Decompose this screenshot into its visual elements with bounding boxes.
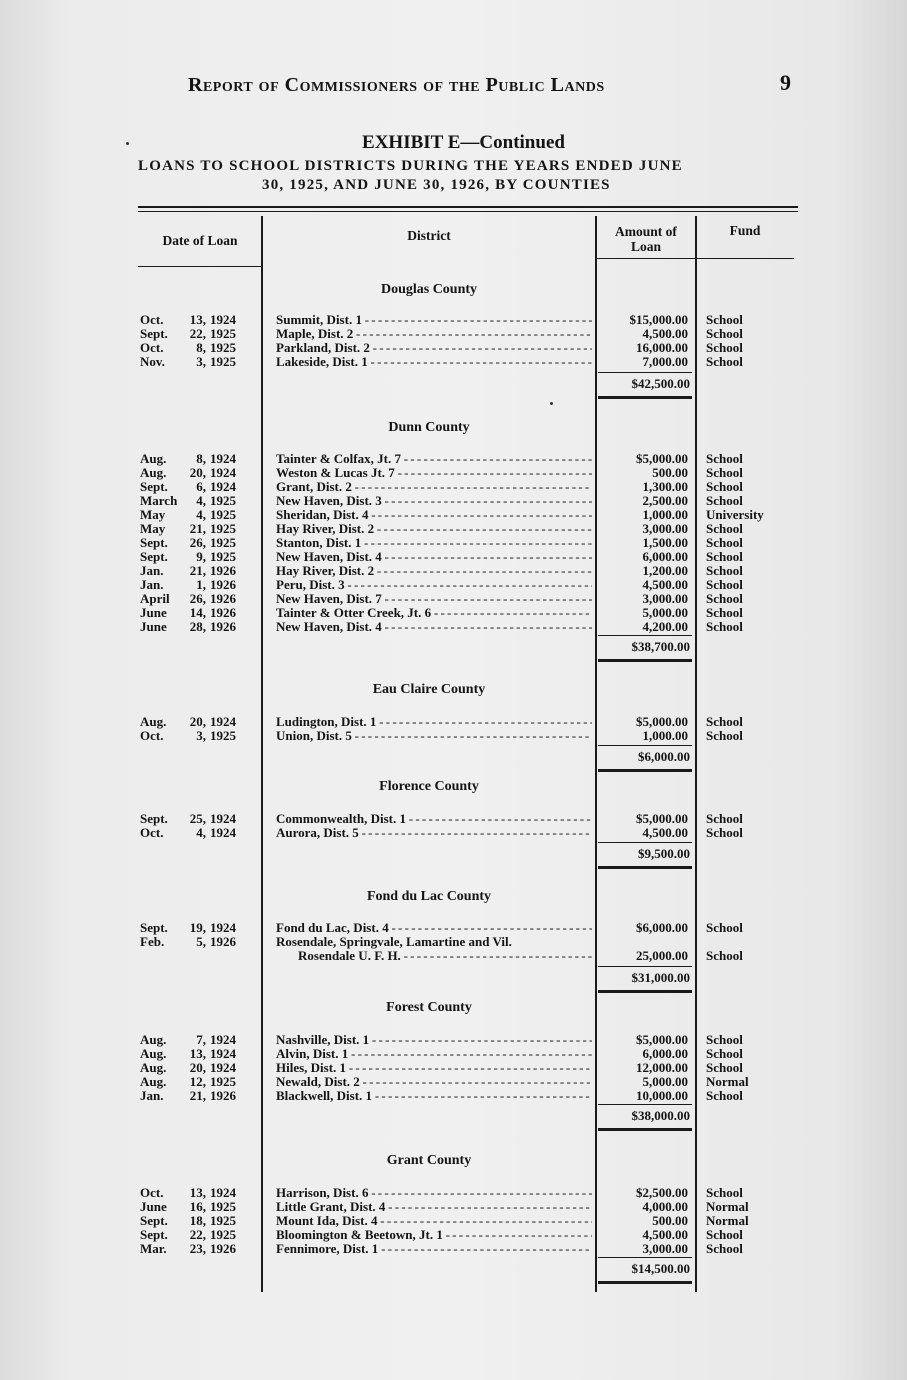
loan-day: 8, (196, 340, 206, 355)
loan-day: 22, (189, 326, 206, 341)
loan-amount: $2,500.00 (636, 1185, 688, 1200)
table-row (0, 1047, 907, 1061)
loan-district: Newald, Dist. 2 - - - (276, 1075, 592, 1089)
loan-month: Sept. (140, 1213, 168, 1228)
subtotal-rule (598, 635, 692, 636)
running-head: Report of Commissioners of the Public Lands (188, 74, 605, 96)
loan-amount: 25,000.00 (636, 948, 688, 963)
loan-day: 22, (189, 1227, 206, 1242)
loan-amount: 7,000.00 (642, 354, 688, 369)
loan-district: New Haven, Dist. 7 - - - (276, 592, 592, 606)
table-row (0, 327, 907, 341)
loan-month: Sept. (140, 549, 168, 564)
table-top-rule-2 (138, 211, 798, 212)
table-row (0, 1089, 907, 1103)
loan-day: 7, (196, 1032, 206, 1047)
loan-fund: University (706, 507, 764, 522)
loan-fund: School (706, 465, 743, 480)
loan-amount: 500.00 (652, 1213, 688, 1228)
county-total: $14,500.00 (631, 1261, 690, 1276)
loan-fund: School (706, 591, 743, 606)
table-subtitle-line1: LOANS TO SCHOOL DISTRICTS DURING THE YEARS ENDED JUNE (138, 158, 683, 174)
loan-amount: 10,000.00 (636, 1088, 688, 1103)
table-row (0, 1075, 907, 1089)
loan-day: 12, (189, 1074, 206, 1089)
loan-fund: School (706, 1227, 743, 1242)
loan-month: Aug. (140, 1060, 167, 1075)
loan-amount: 4,000.00 (642, 1199, 688, 1214)
loan-district: Peru, Dist. 3 - - - (276, 578, 592, 592)
loan-district: New Haven, Dist. 4 - - - (276, 620, 592, 634)
loan-month: Sept. (140, 811, 168, 826)
subtotal-rule (598, 966, 692, 967)
loan-day: 20, (189, 714, 206, 729)
loan-month: Aug. (140, 465, 167, 480)
loan-fund: School (706, 577, 743, 592)
loan-amount: 5,000.00 (642, 1074, 688, 1089)
loan-fund: Normal (706, 1199, 749, 1214)
loan-district: Rosendale, Springvale, Lamartine and Vil. (276, 935, 512, 949)
loan-amount: $5,000.00 (636, 1032, 688, 1047)
column-divider-amount (695, 216, 697, 1292)
table-subtitle-line2: 30, 1925, AND JUNE 30, 1926, BY COUNTIES (262, 177, 611, 193)
county-title: Eau Claire County (372, 682, 486, 697)
loan-fund: School (706, 619, 743, 634)
county-total: $38,000.00 (631, 1108, 690, 1123)
loan-day: 21, (189, 563, 206, 578)
loan-fund: School (706, 563, 743, 578)
loan-month: Sept. (140, 479, 168, 494)
loan-year: 1924 (210, 451, 236, 466)
loan-year: 1925 (210, 1213, 236, 1228)
county-title: Fond du Lac County (366, 889, 492, 904)
loan-month: Aug. (140, 1046, 167, 1061)
loan-day: 3, (196, 728, 206, 743)
county-title: Grant County (386, 1153, 472, 1168)
loan-month: Sept. (140, 535, 168, 550)
loan-fund: School (706, 1046, 743, 1061)
loan-month: Jan. (140, 577, 164, 592)
loan-day: 20, (189, 1060, 206, 1075)
column-header-amount-line2: Loan (630, 239, 661, 254)
table-row (0, 715, 907, 729)
loan-day: 13, (189, 1046, 206, 1061)
exhibit-title: EXHIBIT E—Continued (362, 132, 565, 153)
table-row (0, 341, 907, 355)
loan-amount: $5,000.00 (636, 451, 688, 466)
loan-district: Blackwell, Dist. 1 - - - (276, 1089, 592, 1103)
loan-month: Aug. (140, 451, 167, 466)
county-total: $6,000.00 (638, 749, 690, 764)
county-title: Florence County (379, 779, 479, 794)
loan-month: Oct. (140, 728, 164, 743)
loan-day: 3, (196, 354, 206, 369)
loan-day: 13, (189, 1185, 206, 1200)
loan-day: 14, (189, 605, 206, 620)
column-divider-district (595, 216, 597, 1292)
loan-fund: Normal (706, 1213, 749, 1228)
loan-month: Oct. (140, 312, 164, 327)
loan-year: 1926 (210, 934, 236, 949)
column-divider-date (261, 216, 263, 1292)
loan-district: Weston & Lucas Jt. 7 - - - (276, 466, 592, 480)
loan-month: Nov. (140, 354, 165, 369)
table-top-rule (138, 206, 798, 208)
loan-amount: 6,000.00 (642, 1046, 688, 1061)
loan-year: 1924 (210, 1032, 236, 1047)
loan-month: Feb. (140, 934, 165, 949)
loan-amount: 1,300.00 (642, 479, 688, 494)
loan-fund: School (706, 479, 743, 494)
loan-fund: School (706, 549, 743, 564)
loan-fund: School (706, 948, 743, 963)
county-total: $31,000.00 (631, 970, 690, 985)
table-row (0, 466, 907, 480)
loan-district: Summit, Dist. 1 - - - (276, 313, 592, 327)
total-rule (598, 866, 692, 869)
loan-day: 23, (189, 1241, 206, 1256)
loan-amount: $5,000.00 (636, 811, 688, 826)
loan-year: 1925 (210, 1199, 236, 1214)
loan-district: Grant, Dist. 2 - - - (276, 480, 592, 494)
loan-year: 1925 (210, 549, 236, 564)
loan-amount: 5,000.00 (642, 605, 688, 620)
loan-month: Aug. (140, 1032, 167, 1047)
loan-fund: School (706, 825, 743, 840)
loan-amount: 3,000.00 (642, 521, 688, 536)
table-row (0, 508, 907, 522)
table-row (0, 1061, 907, 1075)
loan-day: 21, (189, 1088, 206, 1103)
table-row (0, 935, 907, 949)
loan-amount: 6,000.00 (642, 549, 688, 564)
total-rule (598, 659, 692, 662)
loan-day: 13, (189, 312, 206, 327)
table-row (0, 729, 907, 743)
loan-fund: School (706, 920, 743, 935)
loan-district: New Haven, Dist. 4 - - - (276, 550, 592, 564)
table-row (0, 355, 907, 369)
table-row (0, 452, 907, 466)
loan-day: 8, (196, 451, 206, 466)
loan-district: Fennimore, Dist. 1 - - - (276, 1242, 592, 1256)
loan-district: Alvin, Dist. 1 - - - (276, 1047, 592, 1061)
loan-district: Lakeside, Dist. 1 - - - (276, 355, 592, 369)
loan-year: 1925 (210, 728, 236, 743)
loan-fund: School (706, 535, 743, 550)
loan-year: 1924 (210, 1185, 236, 1200)
loan-amount: $15,000.00 (629, 312, 688, 327)
loan-year: 1926 (210, 1088, 236, 1103)
loan-day: 26, (189, 535, 206, 550)
table-row (0, 1242, 907, 1256)
loan-month: April (140, 591, 170, 606)
county-title: Douglas County (380, 282, 478, 297)
county-title: Forest County (386, 1000, 472, 1015)
table-row (0, 550, 907, 564)
loan-year: 1924 (210, 1046, 236, 1061)
loan-fund: School (706, 326, 743, 341)
loan-day: 9, (196, 549, 206, 564)
loan-district: Tainter & Colfax, Jt. 7 - - - (276, 452, 592, 466)
loan-district: Ludington, Dist. 1 - - - (276, 715, 592, 729)
loan-district: Stanton, Dist. 1 - - - (276, 536, 592, 550)
subtotal-rule (598, 372, 692, 373)
table-row (0, 1186, 907, 1200)
loan-year: 1925 (210, 507, 236, 522)
loan-year: 1924 (210, 811, 236, 826)
loan-month: Jan. (140, 563, 164, 578)
table-row (0, 578, 907, 592)
loan-amount: 4,200.00 (642, 619, 688, 634)
loan-district: Nashville, Dist. 1 - - - (276, 1033, 592, 1047)
loan-year: 1925 (210, 493, 236, 508)
loan-district: Fond du Lac, Dist. 4 - - - (276, 921, 592, 935)
table-row (0, 1033, 907, 1047)
loan-fund: School (706, 312, 743, 327)
loan-district: Hay River, Dist. 2 - - - (276, 564, 592, 578)
loan-year: 1926 (210, 605, 236, 620)
loan-year: 1925 (210, 535, 236, 550)
table-row (0, 826, 907, 840)
table-row (0, 564, 907, 578)
column-header-fund: Fund (729, 223, 761, 238)
total-rule (598, 769, 692, 772)
loan-amount: $6,000.00 (636, 920, 688, 935)
subtotal-rule (598, 1104, 692, 1105)
loan-amount: 1,500.00 (642, 535, 688, 550)
table-row (0, 313, 907, 327)
loan-fund: School (706, 1032, 743, 1047)
total-rule (598, 396, 692, 399)
loan-day: 4, (196, 493, 206, 508)
loan-year: 1924 (210, 714, 236, 729)
loan-year: 1926 (210, 577, 236, 592)
loan-year: 1925 (210, 1074, 236, 1089)
loan-amount: 2,500.00 (642, 493, 688, 508)
total-rule (598, 1128, 692, 1131)
loan-day: 20, (189, 465, 206, 480)
loan-month: Aug. (140, 1074, 167, 1089)
loan-year: 1925 (210, 326, 236, 341)
page-number: 9 (780, 70, 791, 95)
loan-year: 1926 (210, 619, 236, 634)
table-row (0, 494, 907, 508)
loan-fund: School (706, 340, 743, 355)
loan-month: Mar. (140, 1241, 167, 1256)
loan-day: 4, (196, 825, 206, 840)
loan-year: 1925 (210, 354, 236, 369)
table-row (0, 921, 907, 935)
loan-month: May (140, 507, 166, 522)
table-row (0, 606, 907, 620)
loan-amount: 1,000.00 (642, 728, 688, 743)
loan-amount: 4,500.00 (642, 326, 688, 341)
loan-day: 21, (189, 521, 206, 536)
loan-month: June (140, 1199, 167, 1214)
loan-year: 1924 (210, 920, 236, 935)
loan-month: Sept. (140, 920, 168, 935)
loan-fund: School (706, 493, 743, 508)
loan-day: 28, (189, 619, 206, 634)
loan-year: 1926 (210, 591, 236, 606)
loan-year: 1926 (210, 563, 236, 578)
loan-year: 1925 (210, 1227, 236, 1242)
subtotal-rule (598, 842, 692, 843)
loan-fund: School (706, 1060, 743, 1075)
loan-amount: $5,000.00 (636, 714, 688, 729)
loan-month: May (140, 521, 166, 536)
loan-year: 1925 (210, 340, 236, 355)
loan-district: Mount Ida, Dist. 4 - - - (276, 1214, 592, 1228)
loan-month: Aug. (140, 714, 167, 729)
loan-district: Hay River, Dist. 2 - - - (276, 522, 592, 536)
loan-amount: 4,500.00 (642, 825, 688, 840)
loan-day: 6, (196, 479, 206, 494)
subtotal-rule (598, 1257, 692, 1258)
loan-month: Oct. (140, 825, 164, 840)
column-header-date: Date of Loan (162, 233, 238, 248)
loan-day: 25, (189, 811, 206, 826)
table-row (0, 1200, 907, 1214)
loan-day: 19, (189, 920, 206, 935)
loan-month: Oct. (140, 340, 164, 355)
loan-month: Sept. (140, 326, 168, 341)
loan-fund: School (706, 1185, 743, 1200)
loan-amount: 1,200.00 (642, 563, 688, 578)
print-speck (126, 142, 129, 145)
county-total: $38,700.00 (631, 639, 690, 654)
loan-district: Hiles, Dist. 1 - - - (276, 1061, 592, 1075)
loan-year: 1924 (210, 825, 236, 840)
loan-district: Little Grant, Dist. 4 - - - (276, 1200, 592, 1214)
loan-amount: 16,000.00 (636, 340, 688, 355)
loan-district: Commonwealth, Dist. 1 - - - (276, 812, 592, 826)
loan-day: 5, (196, 934, 206, 949)
loan-district: Parkland, Dist. 2 - - - (276, 341, 592, 355)
loan-district: Sheridan, Dist. 4 - - - (276, 508, 592, 522)
loan-district-continuation: Rosendale U. F. H. - - - (298, 949, 592, 963)
total-rule (598, 1281, 692, 1284)
loan-month: March (140, 493, 178, 508)
loan-year: 1926 (210, 1241, 236, 1256)
loan-fund: School (706, 714, 743, 729)
loan-district: Tainter & Otter Creek, Jt. 6 - - - (276, 606, 592, 620)
loan-fund: School (706, 451, 743, 466)
print-speck (550, 402, 553, 405)
loan-day: 1, (196, 577, 206, 592)
loan-year: 1924 (210, 479, 236, 494)
loan-amount: 3,000.00 (642, 1241, 688, 1256)
table-row (0, 1214, 907, 1228)
loan-month: Sept. (140, 1227, 168, 1242)
table-row (0, 522, 907, 536)
loan-fund: School (706, 521, 743, 536)
loan-year: 1924 (210, 465, 236, 480)
loan-month: Jan. (140, 1088, 164, 1103)
loan-month: Oct. (140, 1185, 164, 1200)
loan-year: 1925 (210, 521, 236, 536)
loan-amount: 500.00 (652, 465, 688, 480)
loan-fund: School (706, 1088, 743, 1103)
table-row (0, 1228, 907, 1242)
loan-day: 18, (189, 1213, 206, 1228)
loan-district: New Haven, Dist. 3 - - - (276, 494, 592, 508)
table-row (0, 592, 907, 606)
subtotal-rule (598, 745, 692, 746)
loan-fund: School (706, 354, 743, 369)
loan-month: June (140, 619, 167, 634)
loan-fund: School (706, 1241, 743, 1256)
county-total: $42,500.00 (631, 376, 690, 391)
loan-year: 1924 (210, 1060, 236, 1075)
loan-fund: Normal (706, 1074, 749, 1089)
loan-day: 16, (189, 1199, 206, 1214)
loan-district: Union, Dist. 5 - - - (276, 729, 592, 743)
column-header-amount (596, 224, 696, 254)
header-bottom-rule-left (138, 266, 262, 267)
loan-year: 1924 (210, 312, 236, 327)
loan-amount: 4,500.00 (642, 1227, 688, 1242)
loan-amount: 4,500.00 (642, 577, 688, 592)
loan-district: Harrison, Dist. 6 - - - (276, 1186, 592, 1200)
total-rule (598, 990, 692, 993)
loan-district: Bloomington & Beetown, Jt. 1 - - - (276, 1228, 592, 1242)
table-row (0, 620, 907, 634)
loan-amount: 3,000.00 (642, 591, 688, 606)
loan-amount: 1,000.00 (642, 507, 688, 522)
loan-amount: 12,000.00 (636, 1060, 688, 1075)
loan-day: 26, (189, 591, 206, 606)
loan-fund: School (706, 811, 743, 826)
column-header-district: District (407, 228, 451, 243)
county-title: Dunn County (388, 420, 470, 435)
loan-fund: School (706, 605, 743, 620)
table-row (0, 812, 907, 826)
loan-fund: School (706, 728, 743, 743)
table-row (0, 480, 907, 494)
county-total: $9,500.00 (638, 846, 690, 861)
loan-day: 4, (196, 507, 206, 522)
table-row-continuation (0, 949, 907, 963)
loan-month: June (140, 605, 167, 620)
column-header-amount-line1: Amount of (615, 224, 677, 239)
table-row (0, 536, 907, 550)
loan-district: Maple, Dist. 2 - - - (276, 327, 592, 341)
loan-district: Aurora, Dist. 5 - - - (276, 826, 592, 840)
